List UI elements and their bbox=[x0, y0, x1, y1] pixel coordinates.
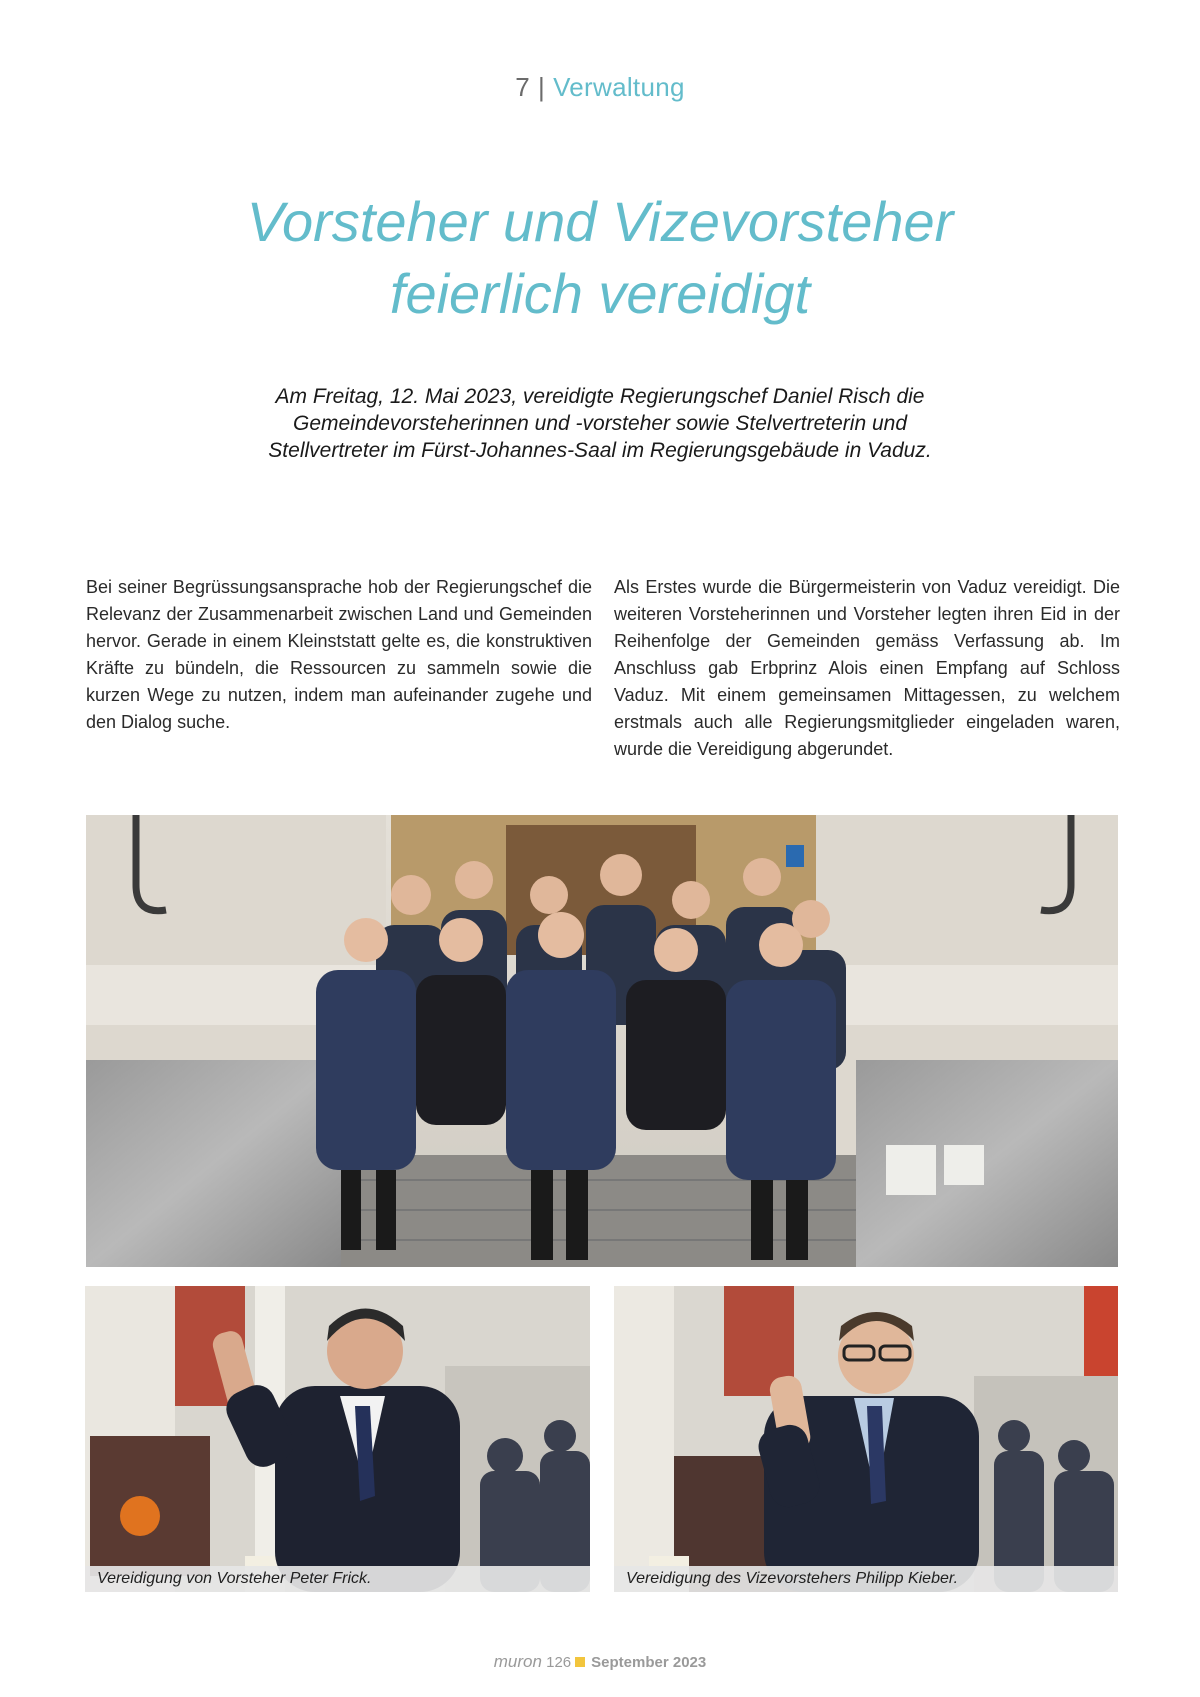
issue-date: September 2023 bbox=[591, 1654, 707, 1671]
body-column-right: Als Erstes wurde die Bürgermeisterin von Vaduz vereidigt. Die weiteren Vorsteherinnen und Vorsteher legten ihren Eid in der Reihenfolge der Gemeinden gemäss Verfassung ab. Im Anschluss gab Erbprinz Alois einen Empfang auf Schloss Vaduz. Mit einem gemeinsamen Mittagessen, zu welchem erstmals auch alle Regierungsmitglieder eingeladen waren, wurde die Vereidigung abgerundet. bbox=[614, 577, 1120, 759]
lead-line-3: Stellvertreter im Fürst-Johannes-Saal im Regierungsgebäude in Vaduz. bbox=[268, 439, 932, 462]
section-name: Verwaltung bbox=[553, 72, 685, 102]
photo-caption-1: Vereidigung von Vorsteher Peter Frick. bbox=[85, 1566, 590, 1592]
page-footer bbox=[0, 1652, 1200, 1672]
issue-number: 126 bbox=[546, 1654, 572, 1671]
oath-photo-kieber bbox=[614, 1286, 1118, 1592]
magazine-name: muron bbox=[493, 1652, 542, 1671]
lead-line-2: Gemeindevorsteherinnen und -vorsteher sowie Stelvertreterin und bbox=[293, 412, 907, 435]
page-header bbox=[0, 72, 1200, 103]
article-title bbox=[0, 186, 1200, 330]
oath-photo-frick bbox=[85, 1286, 590, 1592]
body-column-left: Bei seiner Begrüssungsansprache hob der Regierungschef die Relevanz der Zusammenarbeit zwischen Land und Gemeinden hervor. Gerade in einem Kleinststatt gelte es, die konstruktiven Kräfte zu bündeln, die Ressourcen zu sammeln sowie die kurzen Wege zu nutzen, indem man aufeinander zugehe und den Dialog suche. bbox=[86, 577, 592, 732]
lead-line-1: Am Freitag, 12. Mai 2023, vereidigte Regierungschef Daniel Risch die bbox=[275, 385, 925, 408]
article-lead bbox=[230, 383, 970, 464]
photo-caption-2: Vereidigung des Vizevorstehers Philipp Kieber. bbox=[614, 1566, 1118, 1592]
title-line-2: feierlich vereidigt bbox=[389, 262, 811, 325]
header-separator: | bbox=[538, 72, 546, 102]
group-photo bbox=[86, 815, 1118, 1267]
footer-square-icon bbox=[575, 1657, 585, 1667]
title-line-1: Vorsteher und Vizevorsteher bbox=[246, 190, 954, 253]
page-number: 7 bbox=[515, 72, 531, 102]
